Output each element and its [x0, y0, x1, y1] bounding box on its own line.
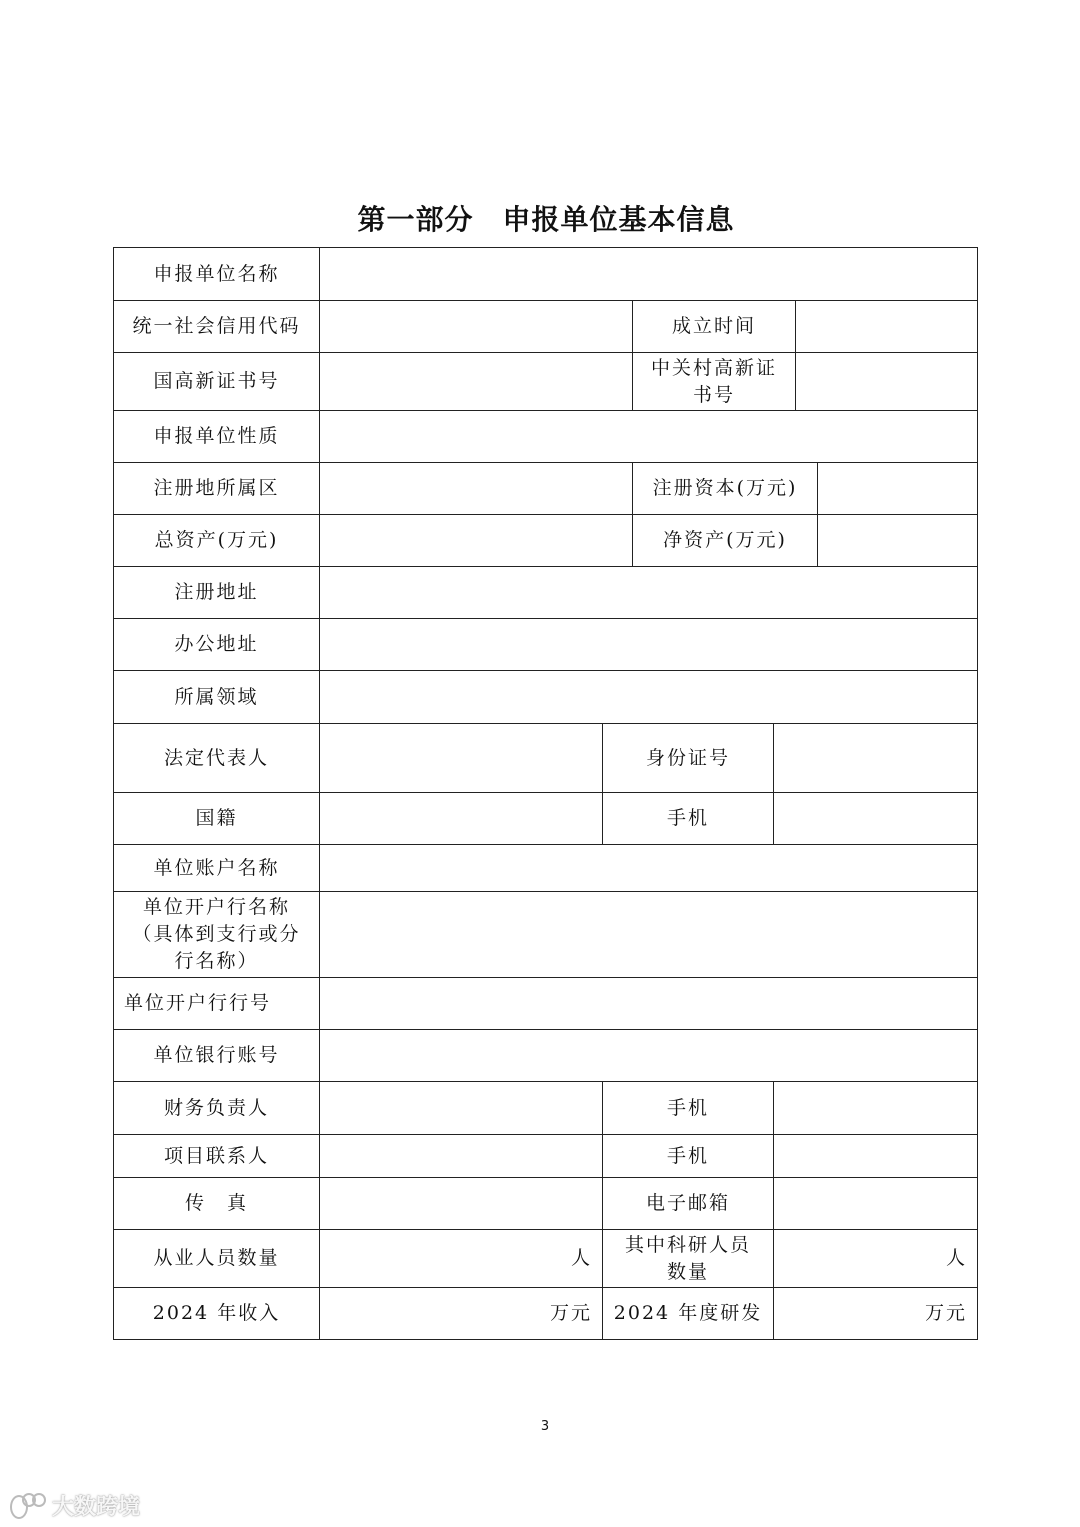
- label-finance-mobile: 手机: [602, 1081, 774, 1135]
- label-net-assets: 净资产(万元): [632, 514, 818, 567]
- watermark-logo-icon: [10, 1493, 48, 1519]
- reg-capital-field[interactable]: [817, 462, 978, 515]
- label-established: 成立时间: [632, 300, 796, 353]
- label-unit-name: 申报单位名称: [113, 247, 320, 301]
- label-legal-rep: 法定代表人: [113, 723, 320, 793]
- label-id-number: 身份证号: [602, 723, 774, 793]
- credit-code-field[interactable]: [319, 300, 633, 353]
- label-nationality: 国籍: [113, 792, 320, 845]
- label-hitech-cert: 国高新证书号: [113, 352, 320, 411]
- total-assets-field[interactable]: [319, 514, 633, 567]
- hitech-cert-field[interactable]: [319, 352, 633, 411]
- reg-address-field[interactable]: [319, 566, 978, 619]
- label-bank-name: 单位开户行名称（具体到支行或分行名称）: [113, 891, 320, 978]
- label-employees: 从业人员数量: [113, 1229, 320, 1288]
- label-reg-district: 注册地所属区: [113, 462, 320, 515]
- label-bank-account: 单位银行账号: [113, 1029, 320, 1082]
- researchers-field[interactable]: [773, 1229, 978, 1288]
- employees-field[interactable]: [319, 1229, 603, 1288]
- net-assets-field[interactable]: [817, 514, 978, 567]
- label-researchers: 其中科研人员数量: [602, 1229, 774, 1288]
- label-project-contact: 项目联系人: [113, 1134, 320, 1178]
- unit-name-field[interactable]: [319, 247, 978, 301]
- email-field[interactable]: [773, 1177, 978, 1230]
- finance-head-field[interactable]: [319, 1081, 603, 1135]
- account-name-field[interactable]: [319, 844, 978, 892]
- bank-name-field[interactable]: [319, 891, 978, 978]
- finance-mobile-field[interactable]: [773, 1081, 978, 1135]
- legal-mobile-field[interactable]: [773, 792, 978, 845]
- label-field: 所属领域: [113, 670, 320, 724]
- watermark: [10, 1490, 140, 1521]
- id-number-field[interactable]: [773, 723, 978, 793]
- label-unit-nature: 申报单位性质: [113, 410, 320, 463]
- bank-code-field[interactable]: [319, 977, 978, 1030]
- unit-nature-field[interactable]: [319, 410, 978, 463]
- rd-2024-field[interactable]: [773, 1287, 978, 1340]
- researchers-unit: 人: [945, 1247, 967, 1269]
- label-email: 电子邮箱: [602, 1177, 774, 1230]
- fax-field[interactable]: [319, 1177, 603, 1230]
- label-office-address: 办公地址: [113, 618, 320, 671]
- label-rd-2024: 2024 年度研发: [602, 1287, 774, 1340]
- label-legal-mobile: 手机: [602, 792, 774, 845]
- watermark-text: 大数跨境: [52, 1495, 141, 1520]
- rd-unit: 万元: [924, 1302, 967, 1324]
- label-fax: 传 真: [113, 1177, 320, 1230]
- label-account-name: 单位账户名称: [113, 844, 320, 892]
- nationality-field[interactable]: [319, 792, 603, 845]
- label-reg-address: 注册地址: [113, 566, 320, 619]
- label-bank-code: 单位开户行行号: [113, 977, 320, 1030]
- label-contact-mobile: 手机: [602, 1134, 774, 1178]
- contact-mobile-field[interactable]: [773, 1134, 978, 1178]
- bank-account-field[interactable]: [319, 1029, 978, 1082]
- revenue-2024-field[interactable]: [319, 1287, 603, 1340]
- legal-rep-field[interactable]: [319, 723, 603, 793]
- zgc-cert-field[interactable]: [795, 352, 978, 411]
- revenue-unit: 万元: [549, 1302, 592, 1324]
- established-field[interactable]: [795, 300, 978, 353]
- field-field[interactable]: [319, 670, 978, 724]
- reg-district-field[interactable]: [319, 462, 633, 515]
- label-finance-head: 财务负责人: [113, 1081, 320, 1135]
- project-contact-field[interactable]: [319, 1134, 603, 1178]
- page-title: 第一部分 申报单位基本信息: [357, 203, 735, 236]
- label-revenue-2024: 2024 年收入: [113, 1287, 320, 1340]
- label-credit-code: 统一社会信用代码: [113, 300, 320, 353]
- page-number: 3: [540, 1419, 550, 1434]
- employees-unit: 人: [570, 1247, 592, 1269]
- label-total-assets: 总资产(万元): [113, 514, 320, 567]
- label-zgc-cert: 中关村高新证书号: [632, 352, 796, 411]
- office-address-field[interactable]: [319, 618, 978, 671]
- label-reg-capital: 注册资本(万元): [632, 462, 818, 515]
